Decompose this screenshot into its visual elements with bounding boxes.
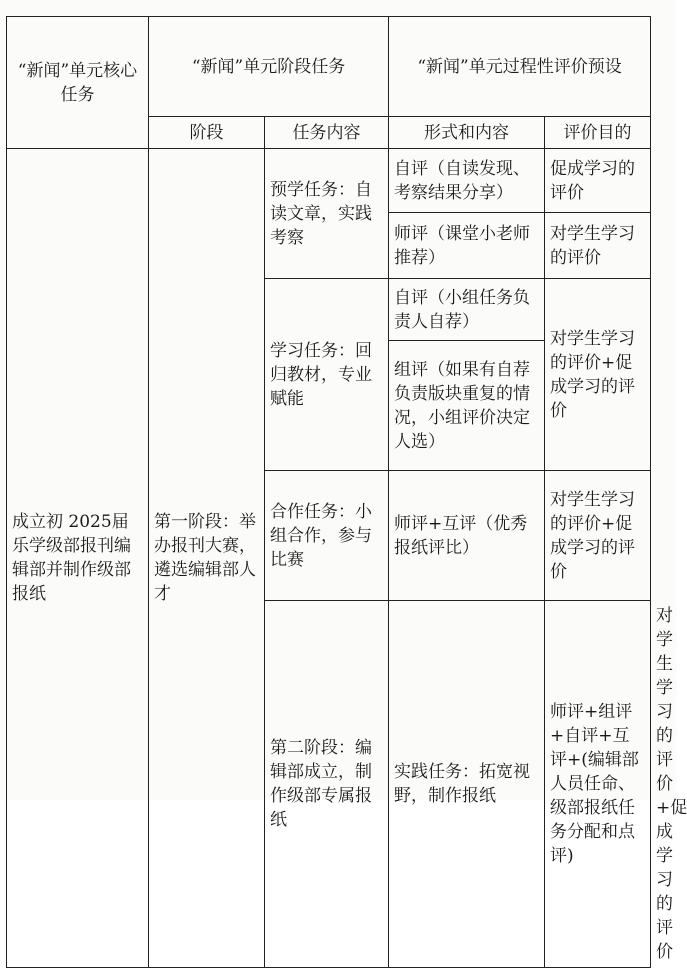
subheader-stage: 阶段 [149, 117, 265, 149]
subheader-content: 任务内容 [265, 117, 389, 149]
task-content-cell: 预学任务：自读文章，实践考察 [265, 149, 389, 279]
header-process-eval: “新闻”单元过程性评价预设 [389, 17, 651, 117]
eval-form-cell: 师评+互评（优秀报纸评比） [389, 471, 545, 601]
subheader-purpose: 评价目的 [545, 117, 651, 149]
eval-purpose-cell: 促成学习的评价 [545, 149, 651, 213]
table-row [7, 149, 651, 213]
header-row [7, 17, 651, 117]
subheader-form: 形式和内容 [389, 117, 545, 149]
eval-form-cell: 自评（自读发现、考察结果分享） [389, 149, 545, 213]
header-stage-tasks: “新闻”单元阶段任务 [149, 17, 389, 117]
eval-form-cell: 组评（如果有自荐负责版块重复的情况，小组评价决定人选） [389, 341, 545, 471]
table-row: 第二阶段：编辑部成立，制作级部专属报纸 实践任务：拓宽视野，制作报纸 师评+组评+自评+互评+(编辑部人员任命、级部报纸任务分配和点评) 对学生学习的评价+促成学习的评价 [7, 601, 651, 968]
task-content-cell: 实践任务：拓宽视野，制作报纸 [389, 601, 545, 968]
header-core-task: “新闻”单元核心任务 [7, 17, 149, 149]
evaluation-table [6, 16, 687, 968]
eval-purpose-cell: 对学生学习的评价+促成学习的评价 [545, 471, 651, 601]
stage-cell: 第二阶段：编辑部成立，制作级部专属报纸 [265, 601, 389, 968]
eval-form-cell: 自评（小组任务负责人自荐） [389, 279, 545, 341]
eval-form-cell: 师评（课堂小老师推荐） [389, 213, 545, 279]
task-content-cell: 合作任务：小组合作，参与比赛 [265, 471, 389, 601]
task-content-cell: 学习任务：回归教材，专业赋能 [265, 279, 389, 471]
stage-cell: 第一阶段：举办报刊大赛，遴选编辑部人才 [149, 149, 265, 968]
eval-purpose-cell: 对学生学习的评价+促成学习的评价 [545, 279, 651, 471]
eval-purpose-cell: 对学生学习的评价 [545, 213, 651, 279]
eval-form-cell: 师评+组评+自评+互评+(编辑部人员任命、级部报纸任务分配和点评) [545, 601, 651, 968]
core-task-cell: 成立初 2025届乐学级部报刊编辑部并制作级部报纸 [7, 149, 149, 968]
